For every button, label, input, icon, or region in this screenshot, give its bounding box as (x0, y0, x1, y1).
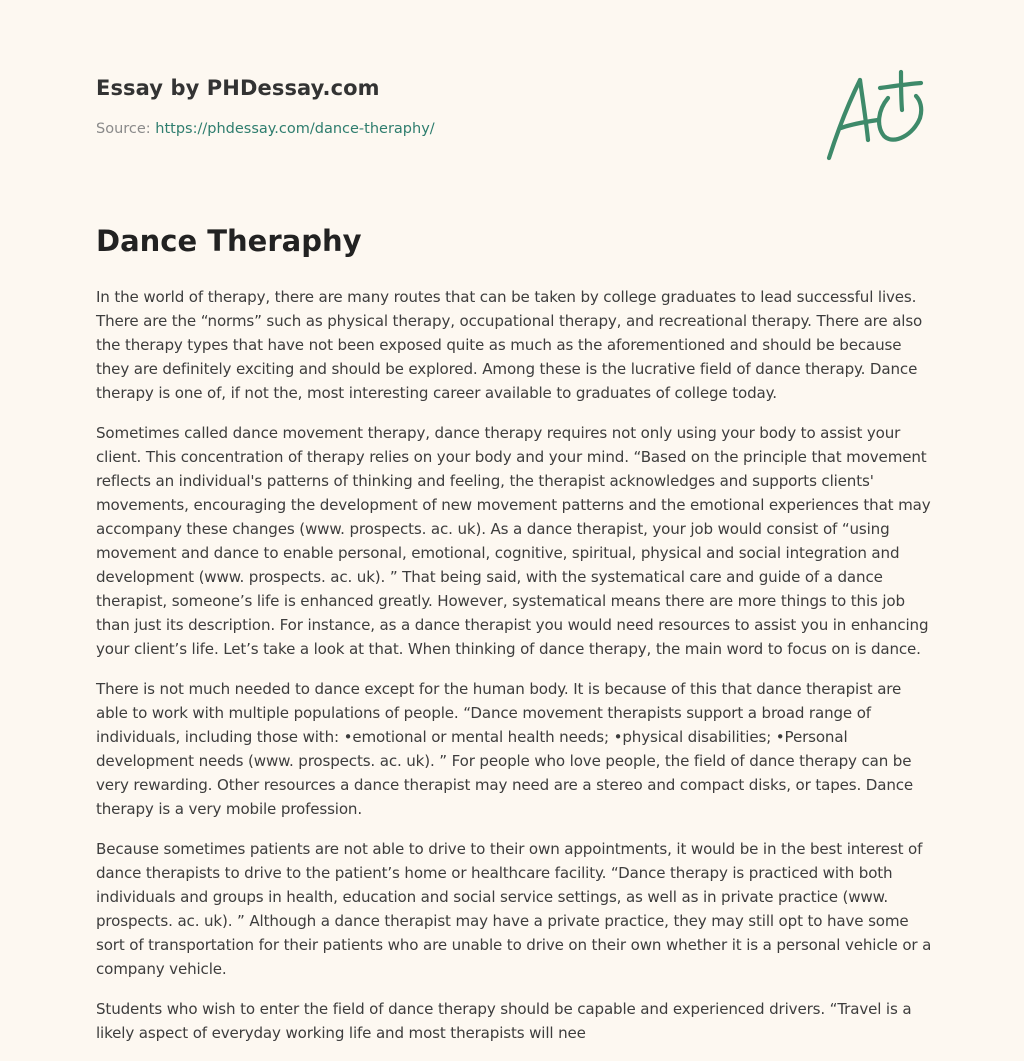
source-label: Source: (96, 121, 151, 137)
a-plus-logo-icon (822, 68, 926, 164)
essay-paragraph: There is not much needed to dance except for the human body. It is because of this that dance therapist are able to work with multiple populations of people. “Dance movement therapists support a broad range of individuals, including those with: •emotional or mental health needs; •physical disabilities; •Personal development needs (www. prospects. ac. uk). ” For people who love people, the field of dance therapy can be very rewarding. Other resources a dance therapist may need are a stereo and compact disks, or tapes. Dance therapy is a very mobile profession. (96, 680, 914, 818)
essay-title: Dance Theraphy (96, 224, 362, 258)
source-link[interactable]: https://phdessay.com/dance-theraphy/ (155, 121, 435, 137)
source-line (96, 121, 796, 137)
essay-paragraph: In the world of therapy, there are many routes that can be taken by college graduates to lead successful lives. There are the “norms” such as physical therapy, occupational therapy, and recreational therapy. There are also the therapy types that have not been exposed quite as much as the aforementioned and should be because they are definitely exciting and should be explored. Among these is the lucrative field of dance therapy. Dance therapy is one of, if not the, most interesting career available to graduates of college today. (96, 288, 923, 402)
site-brand: Essay by PHDessay.com (96, 76, 380, 100)
essay-paragraph: Sometimes called dance movement therapy, dance therapy requires not only using your body to assist your client. This concentration of therapy relies on your body and your mind. “Based on the principle that movement reflects an individual's patterns of thinking and feeling, the therapist acknowledges and supports clients' movements, encouraging the development of new movement patterns and the emotional experiences that may accompany these changes (www. prospects. ac. uk). As a dance therapist, your job would consist of “using movement and dance to enable personal, emotional, cognitive, spiritual, physical and social integration and development (www. prospects. ac. uk). ” That being said, with the systematical care and guide of a dance therapist, someone’s life is enhanced greatly. However, systematical means there are more things to this job than just its description. For instance, as a dance therapist you would need resources to assist you in enhancing your client’s life. Let’s take a look at that. When thinking of dance therapy, the main word to focus on is dance. (96, 424, 931, 658)
essay-paragraph: Students who wish to enter the field of dance therapy should be capable and experienced drivers. “Travel is a likely aspect of everyday working life and most therapists will nee (96, 1000, 912, 1042)
essay-body (96, 285, 932, 1061)
document-header (96, 76, 796, 137)
essay-paragraph: Because sometimes patients are not able to drive to their own appointments, it would be in the best interest of dance therapists to drive to the patient’s home or healthcare facility. “Dance therapy is practiced with both individuals and groups in health, education and social service settings, as well as in private practice (www. prospects. ac. uk). ” Although a dance therapist may have a private practice, they may still opt to have some sort of transportation for their patients who are unable to drive on their own whether it is a personal vehicle or a company vehicle. (96, 840, 932, 978)
